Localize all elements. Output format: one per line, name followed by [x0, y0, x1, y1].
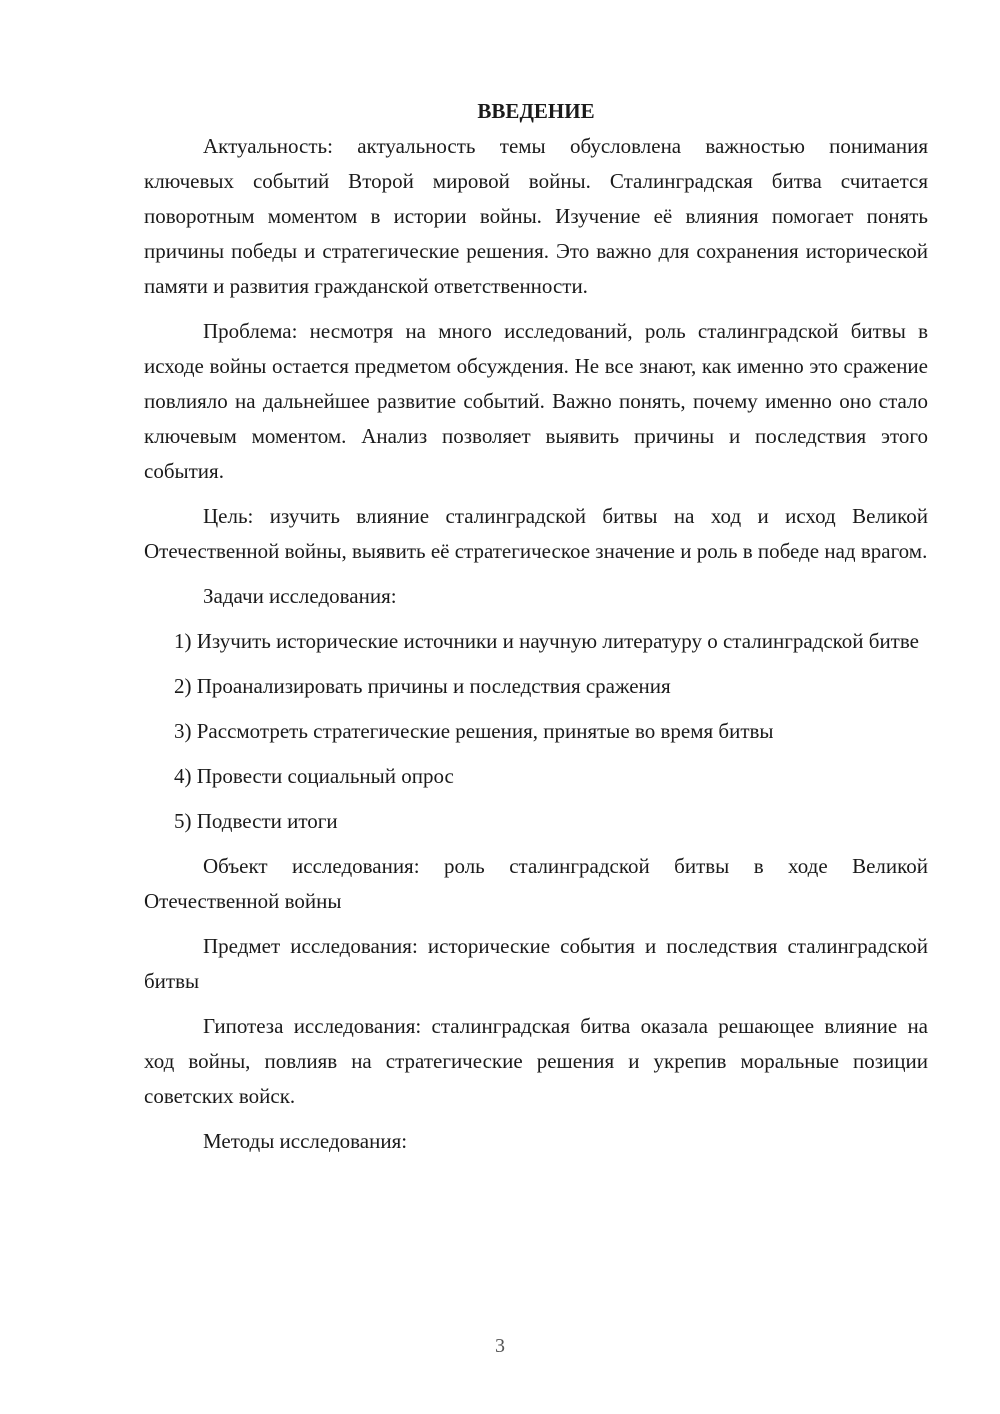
paragraph-goal: Цель: изучить влияние сталинградской битвы на ход и исход Великой Отечественной войны, выявить её стратегическое значение и роль в победе над врагом.	[144, 504, 928, 563]
paragraph-object: Объект исследования: роль сталинградской битвы в ходе Великой Отечественной войны	[144, 854, 928, 913]
list-item: 3) Рассмотреть стратегические решения, принятые во время битвы	[174, 719, 774, 743]
list-item: 1) Изучить исторические источники и научную литературу о сталинградской битве	[174, 629, 919, 653]
paragraph-methods-title: Методы исследования:	[203, 1129, 408, 1153]
paragraph-relevance: Актуальность: актуальность темы обусловлена важностью понимания ключевых событий Второй мировой войны. Сталинградская битва считается поворотным моментом в истории войны. Изучение её влияния помогает понять причины победы и стратегические решения. Это важно для сохранения исторической памяти и развития гражданской ответственности.	[144, 134, 928, 298]
paragraph-tasks-title: Задачи исследования:	[203, 584, 397, 608]
paragraph-problem: Проблема: несмотря на много исследований, роль сталинградской битвы в исходе войны остается предметом обсуждения. Не все знают, как именно это сражение повлияло на дальнейшее развитие событий. Важно понять, почему именно оно стало ключевым моментом. Анализ позволяет выявить причины и последствия этого события.	[144, 319, 928, 483]
document-page	[144, 94, 928, 1169]
tasks-list	[144, 624, 928, 839]
list-item: 2) Проанализировать причины и последствия сражения	[174, 674, 671, 698]
paragraph-hypothesis: Гипотеза исследования: сталинградская битва оказала решающее влияние на ход войны, повлияв на стратегические решения и укрепив моральные позиции советских войск.	[144, 1014, 928, 1108]
list-item: 5) Подвести итоги	[174, 809, 338, 833]
list-item: 4) Провести социальный опрос	[174, 764, 454, 788]
page-number: 3	[495, 1335, 505, 1357]
paragraph-subject: Предмет исследования: исторические события и последствия сталинградской битвы	[144, 934, 928, 993]
page-title: ВВЕДЕНИЕ	[477, 99, 595, 123]
